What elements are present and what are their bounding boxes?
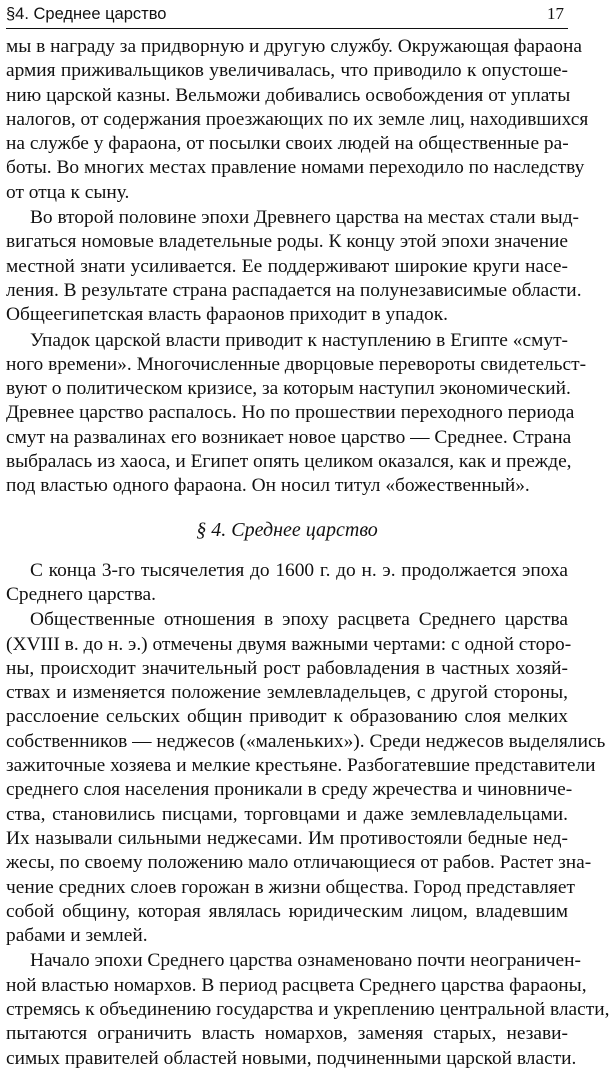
running-head-title: §4. Среднее царство: [6, 5, 167, 23]
text-line: Их называли сильными неджесами. Им противостояли бедные нед-: [6, 827, 568, 849]
text-line: вигаться номовые владетельные роды. К концу этой эпохи значение: [6, 231, 568, 253]
text-line: выбралась из хаоса, и Египет опять целиком оказался, как и прежде,: [6, 451, 572, 473]
text-line: собой общину, которая являлась юридическим лицом, владевшим: [6, 900, 568, 922]
text-line: вуют о политическом кризисе, за которым наступил экономический.: [6, 378, 571, 400]
paragraph: [6, 35, 589, 205]
text-line: мы в награду за придворную и другую службу. Окружающая фараона: [6, 36, 582, 57]
text-line: среднего слоя населения проникали в среду жречества и чиновниче-: [6, 779, 573, 801]
section-heading: § 4. Среднее царство: [196, 518, 378, 541]
text-line: Во второй половине эпохи Древнего царства на местах стали выд-: [30, 207, 580, 229]
paragraph: [6, 608, 606, 948]
paragraph: [6, 206, 582, 327]
text-line: Общеегипетская власть фараонов приходит в упадок.: [6, 304, 448, 326]
text-line: стремясь к объединению государства и укреплению центральной власти,: [6, 998, 609, 1020]
text-line: Начало эпохи Среднего царства ознаменовано почти неограничен-: [30, 950, 581, 972]
text-line: Среднего царства.: [6, 583, 156, 605]
text-line: ны, происходит значительный рост рабовладения в частных хозяй-: [6, 657, 568, 679]
text-line: Упадок царской власти приводит к наступлению в Египте «смут-: [30, 329, 568, 351]
text-line: боты. Во многих местах правление номами переходило по наследству: [6, 157, 585, 179]
text-line: (XVIII в. до н. э.) отмечены двумя важными чертами: с одной сторо-: [6, 633, 572, 655]
text-line: ства, становились писцами, торговцами и даже землевладельцами.: [6, 803, 568, 825]
text-line: армия приживальщиков увеличивалась, что приводило к опустоше-: [6, 60, 568, 82]
text-line: нию царской казны. Вельможи добивались освобождения от уплаты: [6, 84, 571, 106]
text-before-heading: [6, 35, 589, 499]
text-line: ной властью номархов. В период расцвета Среднего царства фараоны,: [6, 974, 587, 996]
text-line: С конца 3-го тысячелетия до 1600 г. до н. э. продолжается эпоха: [30, 559, 568, 581]
text-line: ления. В результате страна распадается на полунезависимые области.: [6, 279, 582, 301]
text-line: жесы, по своему положению мало отличающиеся от рабов. Растет зна-: [6, 852, 592, 874]
text-line: ствах и изменяется положение землевладельцев, с другой стороны,: [6, 682, 568, 704]
text-line: рабами и землей.: [6, 925, 148, 947]
paragraph: [6, 949, 609, 1070]
text-line: от отца к сыну.: [6, 181, 130, 203]
text-line: симых правителей областей новыми, подчиненными царской власти.: [6, 1047, 577, 1069]
paragraph: [6, 329, 587, 499]
text-line: собственников — неджесов («маленьких»). Среди неджесов выделялись: [6, 730, 606, 752]
page-number: 17: [547, 4, 564, 23]
text-line: Древнее царство распалось. Но по прошествии переходного периода: [6, 402, 575, 424]
text-line: чение средних слоев горожан в жизни общества. Город представляет: [6, 876, 575, 898]
text-line: смут на развалинах его возникает новое царство — Среднее. Страна: [6, 426, 572, 448]
text-line: расслоение сельских общин приводит к образованию слоя мелких: [6, 706, 568, 728]
text-after-heading: [6, 559, 609, 1071]
text-line: пытаются ограничить власть номархов, заменяя старых, незави-: [6, 1023, 568, 1045]
text-line: ного времени». Многочисленные дворцовые перевороты свидетельст-: [6, 353, 587, 375]
text-line: под властью одного фараона. Он носил титул «божественный».: [6, 475, 530, 497]
running-head: [6, 2, 568, 29]
text-line: налогов, от содержания проезжающих по их земле лиц, находившихся: [6, 108, 589, 130]
text-line: местной знати усиливается. Ее поддерживают широкие круги насе-: [6, 255, 568, 277]
text-line: на службе у фараона, от посылки своих людей на общественные ра-: [6, 133, 569, 155]
text-line: Общественные отношения в эпоху расцвета Среднего царства: [30, 609, 568, 631]
text-line: зажиточные хозяева и мелкие крестьяне. Разбогатевшие представители: [6, 755, 596, 777]
page-body: [6, 35, 609, 1071]
paragraph: [6, 559, 568, 608]
